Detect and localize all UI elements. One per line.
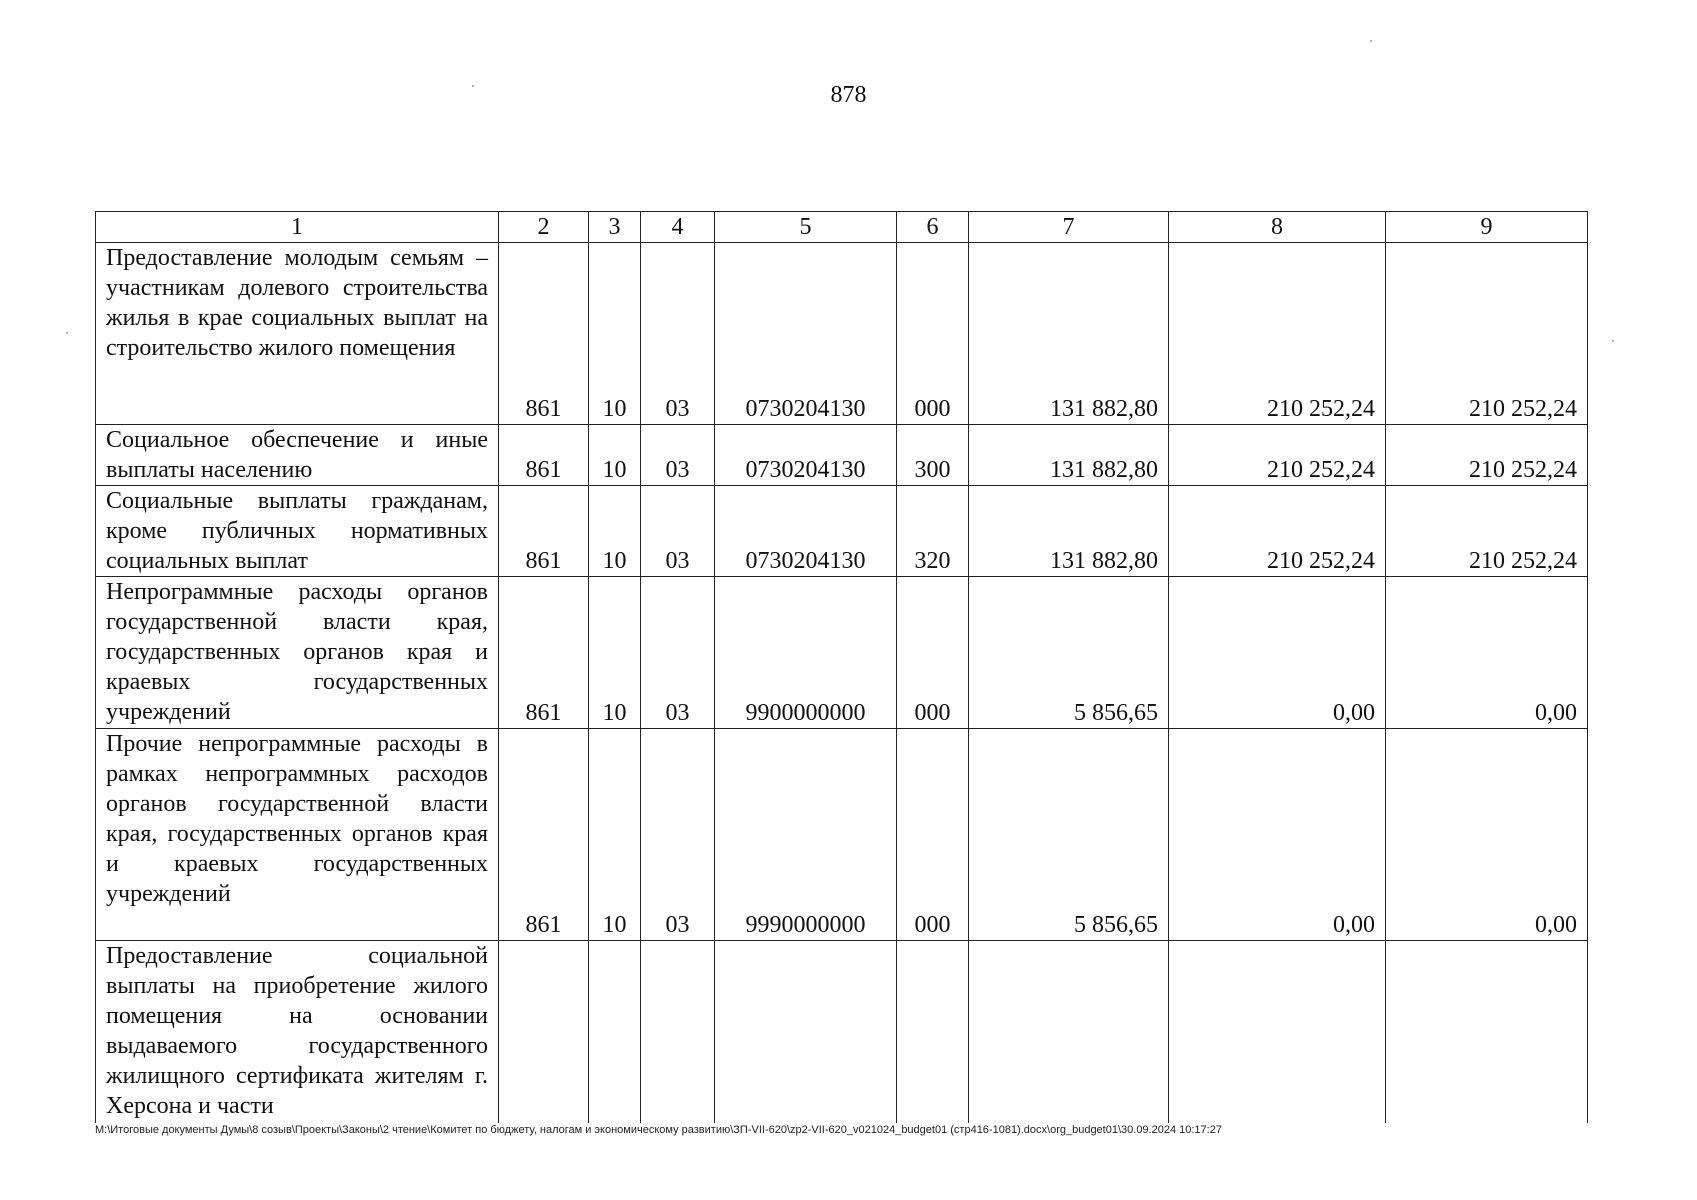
cell-target-code: 9990000000 xyxy=(715,729,897,941)
table-row xyxy=(96,577,1588,729)
cell-section: 10 xyxy=(589,486,641,577)
cell-amount-col7: 131 882,80 xyxy=(969,425,1169,486)
scan-speck xyxy=(66,332,68,334)
cell-expense-type: 300 xyxy=(897,425,969,486)
cell-expense-type xyxy=(897,941,969,1123)
page-number: 878 xyxy=(830,82,867,108)
cell-section: 10 xyxy=(589,577,641,729)
cell-amount-col7: 5 856,65 xyxy=(969,729,1169,941)
cell-admin-code: 861 xyxy=(499,729,589,941)
cell-admin-code: 861 xyxy=(499,577,589,729)
cell-amount-col9: 210 252,24 xyxy=(1386,243,1588,425)
cell-section: 10 xyxy=(589,425,641,486)
cell-target-code: 0730204130 xyxy=(715,243,897,425)
cell-expense-type: 000 xyxy=(897,243,969,425)
table-row xyxy=(96,243,1588,425)
table-row xyxy=(96,941,1588,1123)
cell-section: 10 xyxy=(589,729,641,941)
cell-amount-col7: 131 882,80 xyxy=(969,486,1169,577)
cell-amount-col9: 0,00 xyxy=(1386,577,1588,729)
row-name: Социальные выплаты гражданам, кроме публичных нормативных социальных выплат xyxy=(96,486,499,577)
cell-admin-code xyxy=(499,941,589,1123)
cell-amount-col8 xyxy=(1169,941,1386,1123)
cell-target-code: 0730204130 xyxy=(715,425,897,486)
cell-amount-col9: 0,00 xyxy=(1386,729,1588,941)
cell-expense-type: 000 xyxy=(897,577,969,729)
cell-admin-code: 861 xyxy=(499,486,589,577)
cell-expense-type: 000 xyxy=(897,729,969,941)
cell-amount-col7: 5 856,65 xyxy=(969,577,1169,729)
cell-admin-code: 861 xyxy=(499,243,589,425)
table-header-row xyxy=(96,212,1588,243)
cell-amount-col8: 0,00 xyxy=(1169,729,1386,941)
table-row xyxy=(96,425,1588,486)
scan-speck xyxy=(472,85,474,87)
cell-amount-col7 xyxy=(969,941,1169,1123)
scan-speck xyxy=(1612,340,1614,342)
cell-subsection: 03 xyxy=(641,577,715,729)
cell-amount-col8: 210 252,24 xyxy=(1169,486,1386,577)
cell-subsection xyxy=(641,941,715,1123)
column-header: 4 xyxy=(641,212,715,243)
cell-amount-col9: 210 252,24 xyxy=(1386,425,1588,486)
cell-target-code xyxy=(715,941,897,1123)
row-name: Прочие непрограммные расходы в рамках непрограммных расходов органов государственной власти края, государственных органов края и краевых государственных учреждений xyxy=(96,729,499,941)
cell-subsection: 03 xyxy=(641,486,715,577)
budget-table xyxy=(95,211,1588,1123)
column-header: 6 xyxy=(897,212,969,243)
cell-amount-col9 xyxy=(1386,941,1588,1123)
cell-amount-col8: 210 252,24 xyxy=(1169,425,1386,486)
cell-target-code: 9900000000 xyxy=(715,577,897,729)
row-name: Предоставление молодым семьям – участникам долевого строительства жилья в крае социальных выплат на строительство жилого помещения xyxy=(96,243,499,425)
cell-amount-col8: 210 252,24 xyxy=(1169,243,1386,425)
cell-amount-col7: 131 882,80 xyxy=(969,243,1169,425)
scan-speck xyxy=(1370,40,1372,42)
cell-section: 10 xyxy=(589,243,641,425)
column-header: 3 xyxy=(589,212,641,243)
row-name: Предоставление социальной выплаты на приобретение жилого помещения на основании выдаваемого государственного жилищного сертификата жителям г. Херсона и части xyxy=(96,941,499,1123)
cell-target-code: 0730204130 xyxy=(715,486,897,577)
cell-amount-col9: 210 252,24 xyxy=(1386,486,1588,577)
cell-subsection: 03 xyxy=(641,425,715,486)
row-name: Социальное обеспечение и иные выплаты населению xyxy=(96,425,499,486)
table-row xyxy=(96,729,1588,941)
column-header: 1 xyxy=(96,212,499,243)
cell-amount-col8: 0,00 xyxy=(1169,577,1386,729)
cell-subsection: 03 xyxy=(641,243,715,425)
column-header: 8 xyxy=(1169,212,1386,243)
cell-admin-code: 861 xyxy=(499,425,589,486)
column-header: 5 xyxy=(715,212,897,243)
row-name: Непрограммные расходы органов государственной власти края, государственных органов края и краевых государственных учреждений xyxy=(96,577,499,729)
cell-expense-type: 320 xyxy=(897,486,969,577)
table-row xyxy=(96,486,1588,577)
column-header: 7 xyxy=(969,212,1169,243)
column-header: 2 xyxy=(499,212,589,243)
cell-section xyxy=(589,941,641,1123)
column-header: 9 xyxy=(1386,212,1588,243)
document-path-footer: M:\Итоговые документы Думы\8 созыв\Проекты\Законы\2 чтение\Комитет по бюджету, налогам и экономическому развитию\ЗП-VII-620\zp2-VII-620_v021024_budget01 (стр416-1081).docx\org_budget01\30.09.2024 10:17:27 xyxy=(95,1124,1222,1136)
cell-subsection: 03 xyxy=(641,729,715,941)
